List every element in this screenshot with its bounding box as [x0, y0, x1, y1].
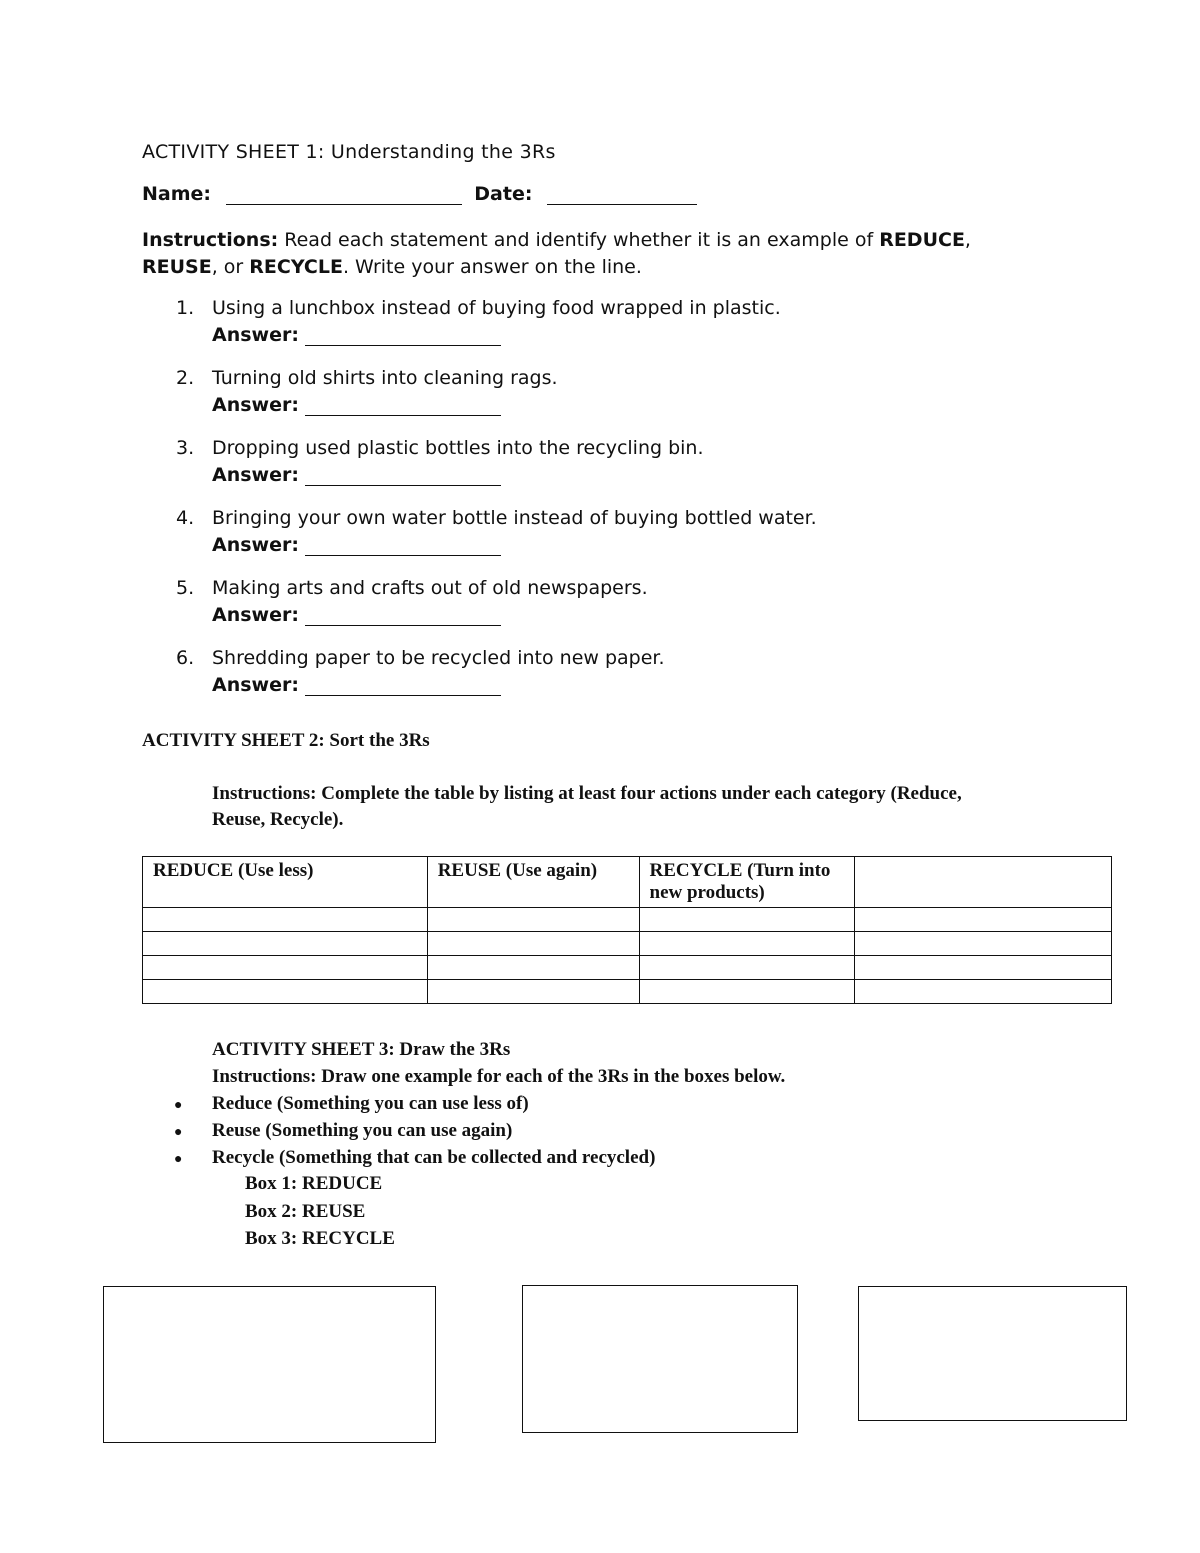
table-row	[143, 980, 1112, 1004]
name-label: Name:	[142, 183, 212, 205]
list-item	[142, 577, 1042, 647]
answer-label: Answer:	[212, 324, 299, 346]
date-label: Date:	[474, 183, 533, 205]
table-cell[interactable]	[427, 908, 639, 932]
answer-row	[212, 674, 501, 696]
header-recycle: RECYCLE (Turn into new products)	[639, 857, 855, 908]
table-cell[interactable]	[855, 956, 1112, 980]
drawing-box-reduce[interactable]	[103, 1286, 436, 1443]
answer-blank-line[interactable]	[305, 395, 501, 416]
item-statement: Dropping used plastic bottles into the recycling bin.	[212, 437, 704, 459]
name-blank-line[interactable]	[226, 184, 462, 205]
table-cell[interactable]	[855, 980, 1112, 1004]
name-date-row	[142, 183, 697, 205]
box-3-label: Box 3: RECYCLE	[245, 1228, 395, 1249]
item-statement: Turning old shirts into cleaning rags.	[212, 367, 558, 389]
table-cell[interactable]	[143, 932, 428, 956]
separator-1: ,	[964, 229, 971, 251]
table-cell[interactable]	[143, 908, 428, 932]
bullet-icon: ●	[174, 1098, 183, 1113]
recycle-keyword: RECYCLE	[249, 256, 343, 278]
sheet2-instructions: Instructions: Complete the table by listing at least four actions under each category (Reduce, Reuse, Recycle).	[212, 783, 962, 830]
answer-blank-line[interactable]	[305, 675, 501, 696]
instructions-text-b: . Write your answer on the line.	[342, 256, 642, 278]
answer-blank-line[interactable]	[305, 465, 501, 486]
item-number: 2.	[176, 367, 195, 389]
table-header-row	[143, 857, 1112, 908]
header-reuse: REUSE (Use again)	[427, 857, 639, 908]
separator-2: , or	[211, 256, 250, 278]
bullet-recycle: Recycle (Something that can be collected and recycled)	[212, 1147, 656, 1168]
answer-label: Answer:	[212, 394, 299, 416]
bullet-reuse: Reuse (Something you can use again)	[212, 1120, 513, 1141]
header-empty	[855, 857, 1112, 908]
list-item	[142, 647, 1042, 717]
activity-sheet-2-title: ACTIVITY SHEET 2: Sort the 3Rs	[142, 730, 430, 751]
question-list	[142, 297, 1042, 717]
answer-row	[212, 534, 501, 556]
bullet-icon: ●	[174, 1152, 183, 1167]
table-cell[interactable]	[427, 980, 639, 1004]
box-1-label: Box 1: REDUCE	[245, 1173, 383, 1194]
list-item	[142, 437, 1042, 507]
drawing-box-recycle[interactable]	[858, 1286, 1127, 1421]
instructions-text-a: Read each statement and identify whether it is an example of	[278, 229, 880, 251]
table-cell[interactable]	[639, 956, 855, 980]
drawing-box-reuse[interactable]	[522, 1285, 798, 1433]
item-number: 4.	[176, 507, 195, 529]
table-cell[interactable]	[427, 956, 639, 980]
instructions-label: Instructions:	[142, 229, 279, 251]
table-cell[interactable]	[143, 956, 428, 980]
item-number: 6.	[176, 647, 195, 669]
item-statement: Using a lunchbox instead of buying food wrapped in plastic.	[212, 297, 781, 319]
answer-row	[212, 464, 501, 486]
reduce-keyword: REDUCE	[879, 229, 965, 251]
table-cell[interactable]	[639, 908, 855, 932]
table-cell[interactable]	[143, 980, 428, 1004]
list-item	[142, 297, 1042, 367]
activity-sheet-1-title: ACTIVITY SHEET 1: Understanding the 3Rs	[142, 141, 556, 163]
table-cell[interactable]	[855, 932, 1112, 956]
item-number: 3.	[176, 437, 195, 459]
answer-blank-line[interactable]	[305, 325, 501, 346]
answer-row	[212, 604, 501, 626]
activity-sheet-3-title: ACTIVITY SHEET 3: Draw the 3Rs	[212, 1039, 511, 1060]
item-statement: Shredding paper to be recycled into new paper.	[212, 647, 665, 669]
answer-row	[212, 394, 501, 416]
item-statement: Bringing your own water bottle instead of buying bottled water.	[212, 507, 817, 529]
sheet1-instructions	[142, 227, 1002, 281]
list-item	[142, 367, 1042, 437]
item-number: 1.	[176, 297, 195, 319]
sheet3-instructions: Instructions: Draw one example for each of the 3Rs in the boxes below.	[212, 1066, 786, 1087]
item-statement: Making arts and crafts out of old newspapers.	[212, 577, 648, 599]
answer-label: Answer:	[212, 604, 299, 626]
answer-blank-line[interactable]	[305, 535, 501, 556]
list-item	[142, 507, 1042, 577]
answer-label: Answer:	[212, 534, 299, 556]
bullet-reduce: Reduce (Something you can use less of)	[212, 1093, 529, 1114]
answer-row	[212, 324, 501, 346]
item-number: 5.	[176, 577, 195, 599]
header-reduce: REDUCE (Use less)	[143, 857, 428, 908]
sort-table	[142, 856, 1112, 1004]
table-cell[interactable]	[639, 980, 855, 1004]
answer-label: Answer:	[212, 464, 299, 486]
table-cell[interactable]	[639, 932, 855, 956]
table-cell[interactable]	[855, 908, 1112, 932]
box-2-label: Box 2: REUSE	[245, 1201, 366, 1222]
table-cell[interactable]	[427, 932, 639, 956]
answer-label: Answer:	[212, 674, 299, 696]
table-row	[143, 956, 1112, 980]
date-blank-line[interactable]	[547, 184, 697, 205]
answer-blank-line[interactable]	[305, 605, 501, 626]
bullet-icon: ●	[174, 1125, 183, 1140]
reuse-keyword: REUSE	[142, 256, 212, 278]
table-row	[143, 932, 1112, 956]
table-row	[143, 908, 1112, 932]
